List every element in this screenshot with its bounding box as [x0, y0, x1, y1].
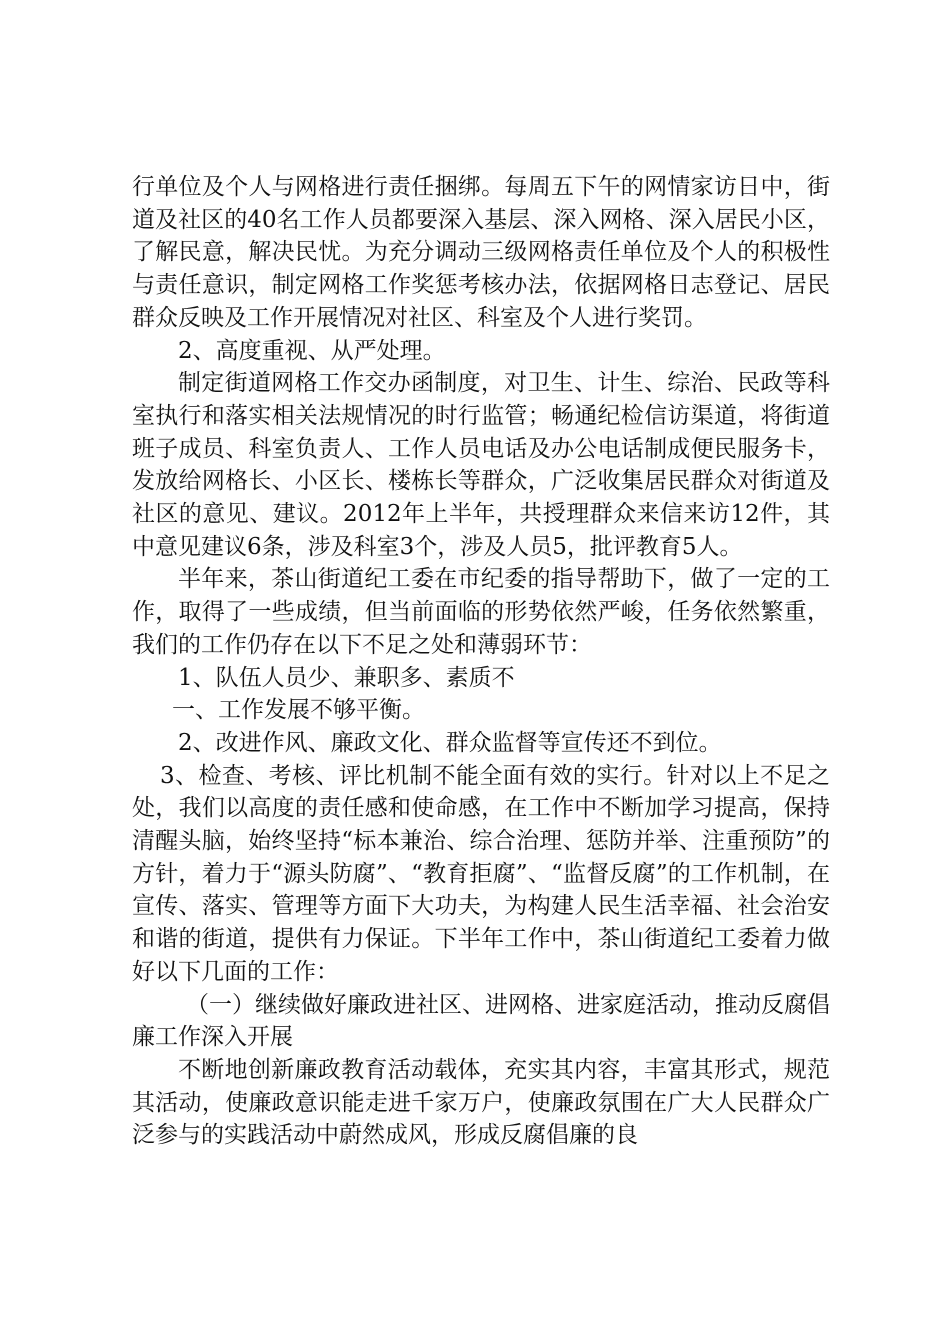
paragraph-shortcoming-3: 3、检查、考核、评比机制不能全面有效的实行。针对以上不足之处，我们以高度的责任感和使命感，在工作中不断加学习提高，保持清醒头脑，始终坚持“标本兼治、综合治理、惩防并举、注重预防”的方针，着力于“源头防腐”、“教育拒腐”、“监督反腐”的工作机制，在宣传、落实、管理等方面下大功夫，为构建人民生活幸福、社会治安和谐的街道，提供有力保证。下半年工作中，茶山街道纪工委着力做好以下几面的工作：: [132, 762, 830, 985]
paragraph-supervision: 制定街道网格工作交办函制度，对卫生、计生、综治、民政等科室执行和落实相关法规情况的时行监管；畅通纪检信访渠道，将街道班子成员、科室负责人、工作人员电话及办公电话制成便民服务卡，发放给网格长、小区长、楼栋长等群众，广泛收集居民群众对街道及社区的意见、建议。2012年上半年，共授理群众来信来访12件，其中意见建议6条，涉及科室3个，涉及人员5，批评教育5人。: [132, 370, 830, 560]
paragraph-shortcoming-2: 2、改进作风、廉政文化、群众监督等宣传还不到位。: [178, 729, 722, 756]
paragraph-shortcoming-1: 1、队伍人员少、兼职多、素质不: [178, 664, 515, 691]
paragraph-half-year-summary: 半年来，茶山街道纪工委在市纪委的指导帮助下，做了一定的工作，取得了一些成绩，但当前面临的形势依然严峻，任务依然繁重，我们的工作仍存在以下不足之处和薄弱环节：: [132, 566, 830, 658]
paragraph-section-1-body: 不断地创新廉政教育活动载体，充实其内容，丰富其形式，规范其活动，使廉政意识能走进千家万户，使廉政氛围在广大人民群众广泛参与的实践活动中蔚然成风，形成反腐倡廉的良: [132, 1056, 830, 1149]
paragraph-section-1-heading: （一）继续做好廉政进社区、进网格、进家庭活动，推动反腐倡廉工作深入开展: [132, 991, 830, 1051]
document-body: [132, 171, 830, 1152]
paragraph-shortcoming-1-cont: 一、工作发展不够平衡。: [172, 697, 425, 724]
paragraph-heading-2: 2、高度重视、从严处理。: [178, 337, 446, 364]
paragraph-grid-responsibility: 行单位及个人与网格进行责任捆绑。每周五下午的网情家访日中，街道及社区的40名工作人员都要深入基层、深入网格、深入居民小区，了解民意，解决民忧。为充分调动三级网格责任单位及个人的积极性与责任意识，制定网格工作奖惩考核办法，依据网格日志登记、居民群众反映及工作开展情况对社区、科室及个人进行奖罚。: [132, 174, 830, 331]
